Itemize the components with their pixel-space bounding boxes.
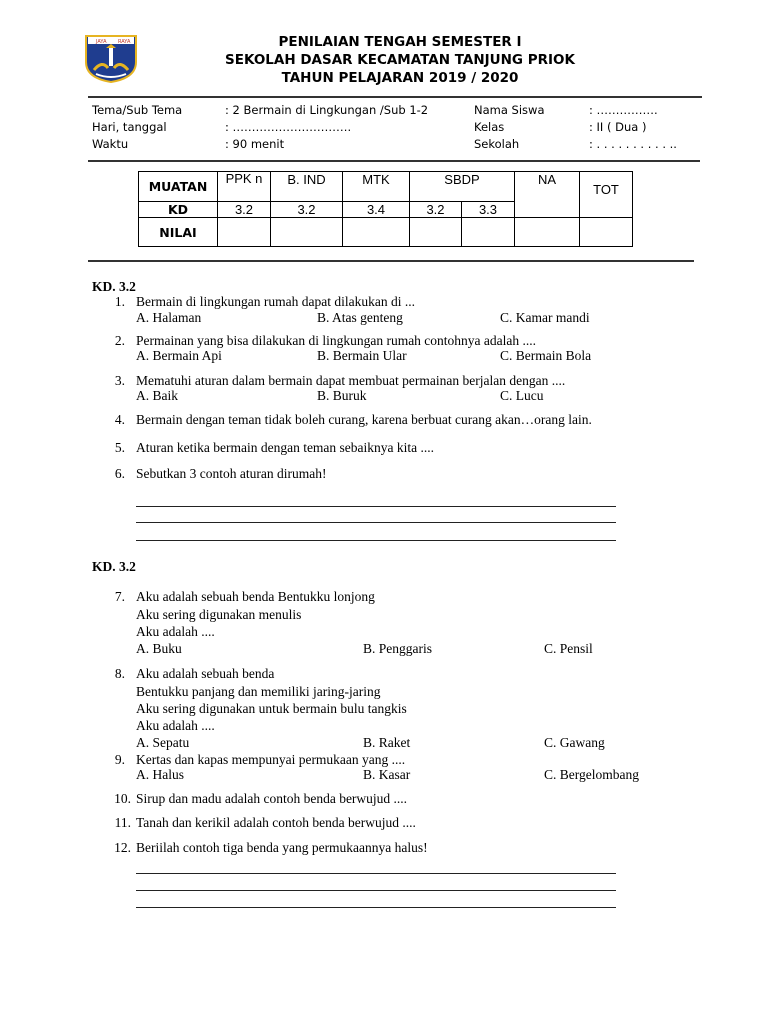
muatan-header: MUATAN bbox=[139, 172, 218, 202]
q8-number: 8. bbox=[114, 666, 125, 681]
section1-heading: KD. 3.2 bbox=[92, 279, 136, 294]
sekolah-label: Sekolah bbox=[474, 137, 520, 151]
q3-option-c: C. Lucu bbox=[500, 388, 544, 403]
nilai-tot bbox=[580, 218, 633, 247]
info-divider bbox=[88, 160, 700, 162]
q9-number: 9. bbox=[114, 752, 125, 767]
q2-option-a: A. Bermain Api bbox=[136, 348, 222, 363]
kd-sbdp-2: 3.3 bbox=[462, 202, 515, 218]
q8-line-2: Bentukku panjang dan memiliki jaring-jaring bbox=[136, 684, 381, 699]
q2-number: 2. bbox=[114, 333, 125, 348]
kd-label: KD bbox=[139, 202, 218, 218]
nilai-sbdp-1 bbox=[410, 218, 462, 247]
q1-option-c: C. Kamar mandi bbox=[500, 310, 590, 325]
q8-option-b: B. Raket bbox=[363, 735, 411, 750]
q7-line-2: Aku sering digunakan menulis bbox=[136, 607, 302, 622]
q1-text: Bermain di lingkungan rumah dapat dilakukan di ... bbox=[136, 294, 415, 309]
nilai-label: NILAI bbox=[139, 218, 218, 247]
table-divider bbox=[88, 260, 694, 262]
bind-header: B. IND bbox=[271, 172, 343, 202]
tema-label: Tema/Sub Tema bbox=[92, 103, 183, 117]
q2-text: Permainan yang bisa dilakukan di lingkungan rumah contohnya adalah .... bbox=[136, 333, 537, 348]
q9-text: Kertas dan kapas mempunyai permukaan yang .... bbox=[136, 752, 406, 767]
kelas-value: : II ( Dua ) bbox=[589, 120, 647, 134]
q7-option-a: A. Buku bbox=[136, 641, 182, 656]
nama-label: Nama Siswa bbox=[474, 103, 545, 117]
q5-number: 5. bbox=[114, 440, 125, 455]
q10-number: 10. bbox=[114, 791, 131, 806]
q6-answer-line-1[interactable] bbox=[136, 506, 616, 507]
q2-option-b: B. Bermain Ular bbox=[317, 348, 407, 363]
q12-answer-line-1[interactable] bbox=[136, 873, 616, 874]
q4-text: Bermain dengan teman tidak boleh curang, karena berbuat curang akan…orang lain. bbox=[136, 412, 592, 427]
q6-number: 6. bbox=[114, 466, 125, 481]
hari-value: : …………………………. bbox=[225, 120, 352, 134]
q8-line-3: Aku sering digunakan untuk bermain bulu tangkis bbox=[136, 701, 407, 716]
kd-sbdp-1: 3.2 bbox=[410, 202, 462, 218]
title-line-2: SEKOLAH DASAR KECAMATAN TANJUNG PRIOK bbox=[225, 52, 575, 68]
q3-option-a: A. Baik bbox=[136, 388, 178, 403]
nilai-sbdp-2 bbox=[462, 218, 515, 247]
nilai-ppkn bbox=[218, 218, 271, 247]
q8-option-c: C. Gawang bbox=[544, 735, 605, 750]
q5-text: Aturan ketika bermain dengan teman sebaiknya kita .... bbox=[136, 440, 435, 455]
q7-option-b: B. Penggaris bbox=[363, 641, 432, 656]
section2-heading: KD. 3.2 bbox=[92, 559, 136, 574]
waktu-value: : 90 menit bbox=[225, 137, 285, 151]
school-logo bbox=[82, 32, 140, 84]
kd-bind: 3.2 bbox=[271, 202, 343, 218]
title-line-1: PENILAIAN TENGAH SEMESTER I bbox=[278, 34, 522, 50]
q10-text: Sirup dan madu adalah contoh benda berwujud .... bbox=[136, 791, 408, 806]
q11-number: 11. bbox=[114, 815, 131, 830]
tot-header: TOT bbox=[580, 172, 633, 218]
q12-answer-line-2[interactable] bbox=[136, 890, 616, 891]
nama-value: : ……………. bbox=[589, 103, 658, 117]
q8-option-a: A. Sepatu bbox=[136, 735, 190, 750]
tema-value: : 2 Bermain di Lingkungan /Sub 1-2 bbox=[225, 103, 429, 117]
kd-mtk: 3.4 bbox=[343, 202, 410, 218]
q2-option-c: C. Bermain Bola bbox=[500, 348, 592, 363]
nilai-na bbox=[515, 218, 580, 247]
na-header: NA bbox=[515, 172, 580, 218]
q1-option-b: B. Atas genteng bbox=[317, 310, 403, 325]
q7-option-c: C. Pensil bbox=[544, 641, 593, 656]
q7-line-1: Aku adalah sebuah benda Bentukku lonjong bbox=[136, 589, 375, 604]
q12-number: 12. bbox=[114, 840, 131, 855]
q3-number: 3. bbox=[114, 373, 125, 388]
q11-text: Tanah dan kerikil adalah contoh benda berwujud .... bbox=[136, 815, 416, 830]
q9-option-b: B. Kasar bbox=[363, 767, 411, 782]
q6-answer-line-3[interactable] bbox=[136, 540, 616, 541]
kelas-label: Kelas bbox=[474, 120, 505, 134]
q3-text: Mematuhi aturan dalam bermain dapat membuat permainan berjalan dengan .... bbox=[136, 373, 566, 388]
q8-line-4: Aku adalah .... bbox=[136, 718, 215, 733]
q6-text: Sebutkan 3 contoh aturan dirumah! bbox=[136, 466, 327, 481]
kd-ppkn: 3.2 bbox=[218, 202, 271, 218]
q12-text: Beriilah contoh tiga benda yang permukaannya halus! bbox=[136, 840, 428, 855]
hari-label: Hari, tanggal bbox=[92, 120, 167, 134]
q8-line-1: Aku adalah sebuah benda bbox=[136, 666, 275, 681]
grade-table bbox=[138, 171, 633, 247]
q6-answer-line-2[interactable] bbox=[136, 522, 616, 523]
q7-line-3: Aku adalah .... bbox=[136, 624, 215, 639]
ppkn-header: PPK n bbox=[218, 172, 271, 202]
q7-number: 7. bbox=[114, 589, 125, 604]
q3-option-b: B. Buruk bbox=[317, 388, 367, 403]
sbdp-header: SBDP bbox=[410, 172, 515, 202]
q9-option-c: C. Bergelombang bbox=[544, 767, 639, 782]
logo-text-raya: RAYA bbox=[118, 39, 131, 45]
q12-answer-line-3[interactable] bbox=[136, 907, 616, 908]
logo-text-jaya: JAYA bbox=[96, 39, 107, 45]
sekolah-value: : . . . . . . . . . . .. bbox=[589, 137, 677, 151]
mtk-header: MTK bbox=[343, 172, 410, 202]
waktu-label: Waktu bbox=[92, 137, 129, 151]
q9-option-a: A. Halus bbox=[136, 767, 184, 782]
q1-option-a: A. Halaman bbox=[136, 310, 202, 325]
title-line-3: TAHUN PELAJARAN 2019 / 2020 bbox=[281, 70, 519, 86]
nilai-mtk bbox=[343, 218, 410, 247]
q4-number: 4. bbox=[114, 412, 125, 427]
nilai-bind bbox=[271, 218, 343, 247]
q1-number: 1. bbox=[114, 294, 125, 309]
header-divider bbox=[88, 96, 702, 98]
